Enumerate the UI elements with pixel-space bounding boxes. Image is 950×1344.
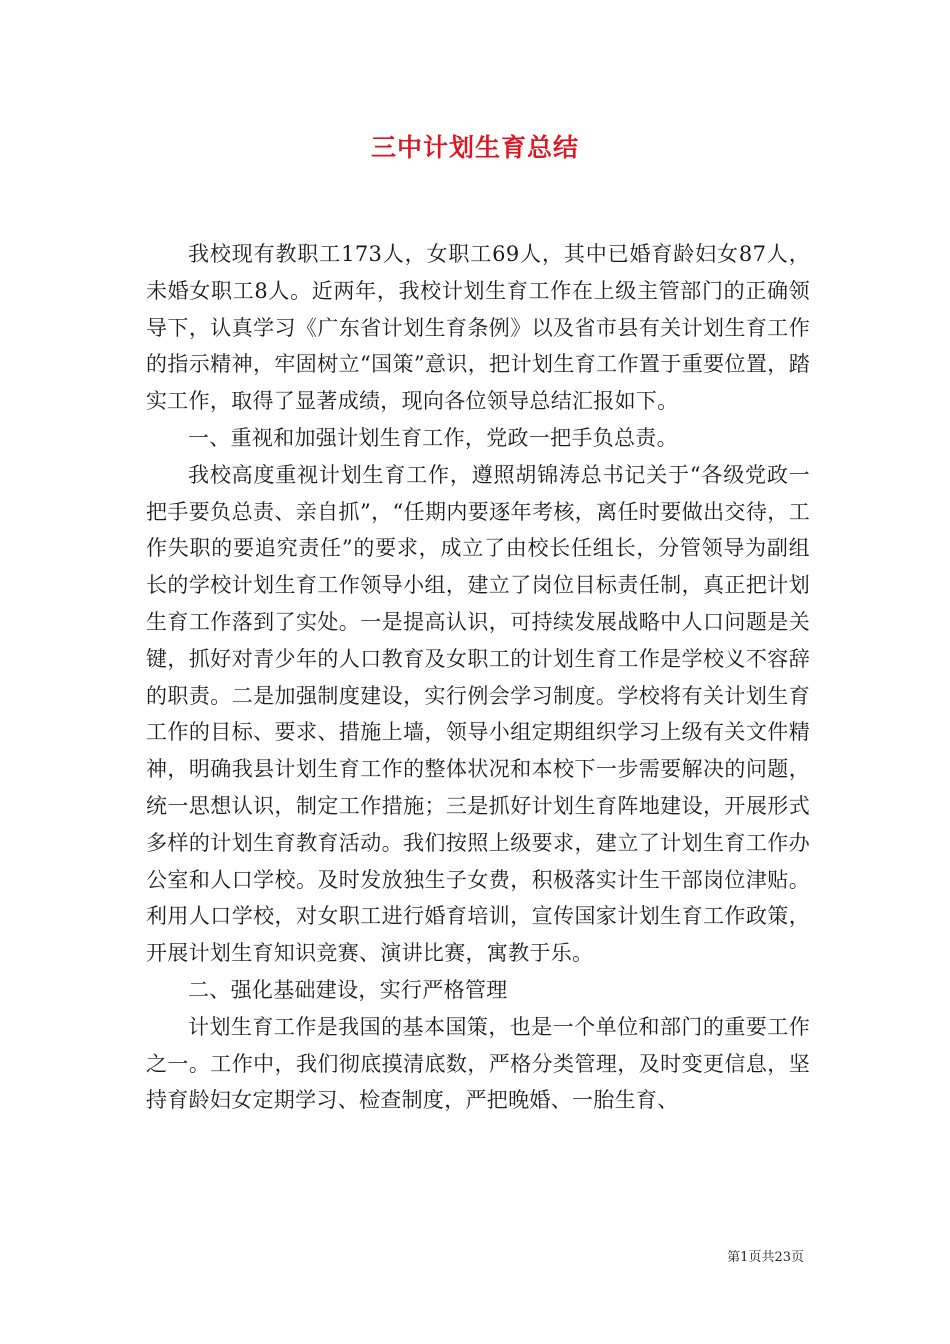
document-title: 三中计划生育总结	[370, 133, 579, 162]
paragraph-intro: 我校现有教职工173人，女职工69人，其中已婚育龄妇女87人，未婚女职工8人。近两年，我校计划生育工作在上级主管部门的正确领导下，认真学习《广东省计划生育条例》以及省市县有关计划生育工作的指示精神，牢固树立“国策”意识，把计划生育工作置于重要位置，踏实工作，取得了显著成绩，现向各位领导总结汇报如下。	[146, 242, 810, 414]
section-heading-1: 一、重视和加强计划生育工作，党政一把手负总责。	[188, 425, 678, 450]
paragraph-section-2: 计划生育工作是我国的基本国策，也是一个单位和部门的重要工作之一。工作中，我们彻底摸清底数，严格分类管理，及时变更信息，坚持育龄妇女定期学习、检查制度，严把晚婚、一胎生育、	[146, 1014, 810, 1113]
page-number: 第1页共23页	[727, 1250, 804, 1265]
section-heading-2: 二、强化基础建设，实行严格管理	[188, 977, 508, 1002]
paragraph-section-1: 我校高度重视计划生育工作，遵照胡锦涛总书记关于“各级党政一把手要负总责、亲自抓”，“任期内要逐年考核，离任时要做出交待，工作失职的要追究责任”的要求，成立了由校长任组长，分管领导为副组长的学校计划生育工作领导小组，建立了岗位目标责任制，真正把计划生育工作落到了实处。一是提高认识，可持续发展战略中人口问题是关键，抓好对青少年的人口教育及女职工的计划生育工作是学校义不容辞的职责。二是加强制度建设，实行例会学习制度。学校将有关计划生育工作的目标、要求、措施上墙，领导小组定期组织学习上级有关文件精神，明确我县计划生育工作的整体状况和本校下一步需要解决的问题，统一思想认识，制定工作措施；三是抓好计划生育阵地建设，开展形式多样的计划生育教育活动。我们按照上级要求，建立了计划生育工作办公室和人口学校。及时发放独生子女费，积极落实计生干部岗位津贴。利用人口学校，对女职工进行婚育培训，宣传国家计划生育工作政策，开展计划生育知识竞赛、演讲比赛，寓教于乐。	[146, 462, 810, 966]
document-body	[146, 236, 810, 1119]
